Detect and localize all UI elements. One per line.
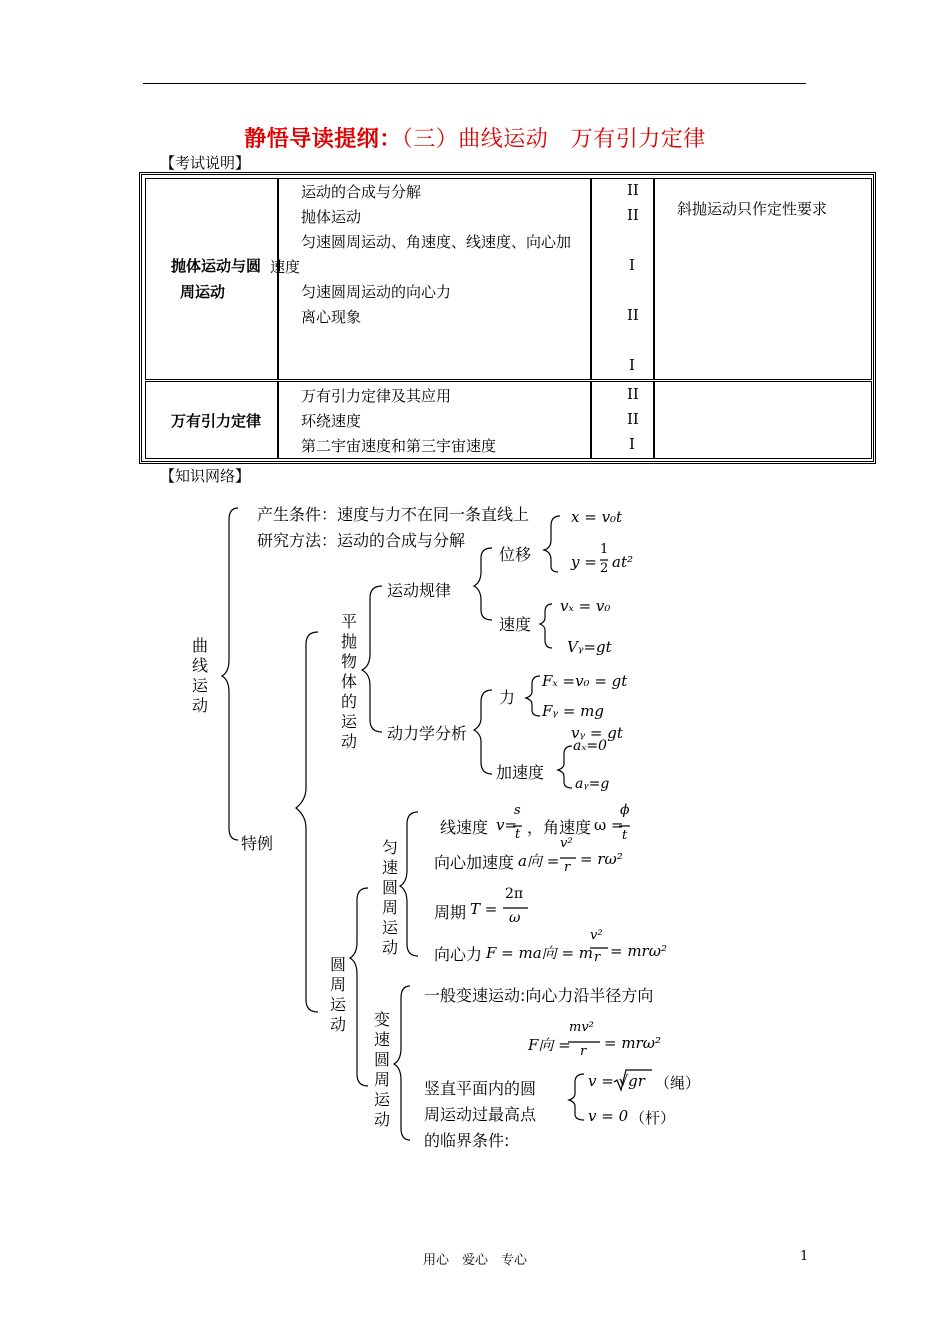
eq-Fn-num: mv² xyxy=(569,1020,594,1035)
node-special: 特例 xyxy=(241,834,274,853)
eq-v-den: t xyxy=(515,827,521,842)
eq-a-num: v² xyxy=(560,836,573,851)
group2-level: II xyxy=(627,410,639,428)
group1-note: 斜抛运动只作定性要求 xyxy=(677,200,828,218)
brace-motion-law xyxy=(474,548,492,620)
group2-item: 万有引力定律及其应用 xyxy=(301,387,452,405)
brace-variable xyxy=(394,986,410,1140)
brace-special xyxy=(296,632,318,1012)
group1-level: I xyxy=(629,356,635,374)
group1-level: I xyxy=(629,256,635,274)
brace-main xyxy=(222,508,238,840)
label-period: 周期 xyxy=(434,903,467,922)
network-heading: 【知识网络】 xyxy=(160,467,251,485)
node-condition: 产生条件：速度与力不在同一条直线上 xyxy=(257,505,530,524)
exam-heading: 【考试说明】 xyxy=(160,154,251,172)
group1-item: 运动的合成与分解 xyxy=(301,183,422,201)
group1-item: 匀速圆周运动的向心力 xyxy=(301,283,452,301)
node-acceleration: 加速度 xyxy=(496,763,545,782)
node-force: 力 xyxy=(499,688,516,707)
eq-Fn-lhs: F向 = xyxy=(528,1036,571,1054)
node-variable: 变速圆周运动 xyxy=(373,1010,390,1129)
brace-uniform xyxy=(400,812,418,956)
eq-acc-y: aᵧ=g xyxy=(575,776,610,792)
eq-vy-gt: vᵧ = gt xyxy=(571,724,623,742)
brace-acceleration xyxy=(558,746,572,788)
label-centripetal-acc: 向心加速度 xyxy=(434,853,515,872)
eq-force-x: Fₓ =v₀ = gt xyxy=(542,672,628,690)
label-general: 一般变速运动:向心力沿半径方向 xyxy=(424,986,654,1005)
label-rod: （杆） xyxy=(630,1109,676,1127)
eq-disp-y-num: 1 xyxy=(600,542,609,557)
brace-projectile xyxy=(362,586,382,732)
eq-Fn-den: r xyxy=(580,1044,587,1059)
eq-rope: v = √gr xyxy=(588,1072,645,1090)
eq-F-rhs: = mrω² xyxy=(610,942,667,960)
group1-item: 匀速圆周运动、角速度、线速度、向心加 xyxy=(301,233,572,251)
eq-acc-x: aₓ=0 xyxy=(573,738,607,754)
eq-a-rhs: = rω² xyxy=(580,850,623,868)
brace-critical xyxy=(569,1074,584,1120)
group2-name: 万有引力定律 xyxy=(171,412,262,430)
eq-omega-den: t xyxy=(622,828,628,843)
group1-name-line2: 周运动 xyxy=(180,283,226,301)
group2-level: I xyxy=(629,435,635,453)
eq-T-lhs: T = xyxy=(470,900,498,918)
group1-level: II xyxy=(627,206,639,224)
eq-Fn-rhs: = mrω² xyxy=(604,1034,661,1052)
title-rest: （三）曲线运动 万有引力定律 xyxy=(401,127,706,152)
brace-force xyxy=(526,676,540,716)
group1-level: II xyxy=(627,181,639,199)
node-dynamics: 动力学分析 xyxy=(387,724,468,743)
label-rope: （绳） xyxy=(655,1074,701,1092)
eq-rod: v = 0 xyxy=(588,1107,629,1125)
eq-vel-x: vₓ = v₀ xyxy=(560,597,611,615)
label-angular-speed: ，角速度 xyxy=(527,818,592,837)
eq-vel-y: Vᵧ=gt xyxy=(567,638,612,656)
eq-force-y: Fᵧ = mg xyxy=(542,702,604,720)
node-projectile: 平抛物体的运动 xyxy=(340,612,357,751)
label-vertical-line1: 竖直平面内的圆 xyxy=(424,1079,537,1098)
label-vertical-line3: 的临界条件: xyxy=(424,1131,510,1150)
brace-velocity xyxy=(540,604,552,648)
footer-motto: 用心 爱心 专心 xyxy=(422,1253,527,1268)
eq-T-den: ω xyxy=(509,910,521,926)
title-bold: 静悟导读提纲： xyxy=(244,127,402,152)
node-method: 研究方法：运动的合成与分解 xyxy=(257,531,466,550)
eq-T-num: 2π xyxy=(505,886,524,902)
node-displacement: 位移 xyxy=(499,545,532,564)
brace-dynamics xyxy=(474,690,492,774)
group1-item: 抛体运动 xyxy=(301,208,362,226)
eq-F-den: r xyxy=(594,950,601,965)
group2-item: 第二宇宙速度和第三宇宙速度 xyxy=(301,437,497,455)
eq-a-den: r xyxy=(564,860,571,875)
eq-a-lhs: a向 = xyxy=(518,852,560,870)
eq-disp-y-den: 2 xyxy=(600,561,609,576)
node-motion-law: 运动规律 xyxy=(387,581,452,600)
brace-circular xyxy=(350,888,368,1086)
eq-omega-lhs: ω = xyxy=(594,816,624,834)
group1-name-line1: 抛体运动与圆 xyxy=(171,257,262,275)
label-vertical-line2: 周运动过最高点 xyxy=(424,1105,537,1124)
eq-disp-y-rhs: at² xyxy=(612,553,633,571)
eq-F-lhs: F = ma向 = m xyxy=(486,944,594,962)
group2-level: II xyxy=(627,385,639,403)
group2-item: 环绕速度 xyxy=(301,412,362,430)
label-linear-speed: 线速度 xyxy=(440,818,489,837)
eq-omega-num: ϕ xyxy=(620,802,630,818)
group1-item: 速度 xyxy=(270,258,301,276)
eq-F-num: v² xyxy=(590,928,603,943)
group1-item: 离心现象 xyxy=(301,308,362,326)
eq-disp-y-lhs: y = xyxy=(571,553,597,571)
eq-v-num: s xyxy=(514,803,521,818)
node-root: 曲线运动 xyxy=(191,636,208,715)
node-circular: 圆周运动 xyxy=(329,955,346,1034)
brace-displacement xyxy=(544,516,560,572)
node-uniform: 匀速圆周运动 xyxy=(381,838,398,957)
eq-disp-x: x = v₀t xyxy=(571,508,623,526)
node-velocity: 速度 xyxy=(499,615,532,634)
label-centripetal-force: 向心力 xyxy=(434,945,483,964)
group1-level: II xyxy=(627,306,639,324)
page-number: 1 xyxy=(800,1249,809,1264)
eq-v-lhs: v= xyxy=(496,816,518,834)
